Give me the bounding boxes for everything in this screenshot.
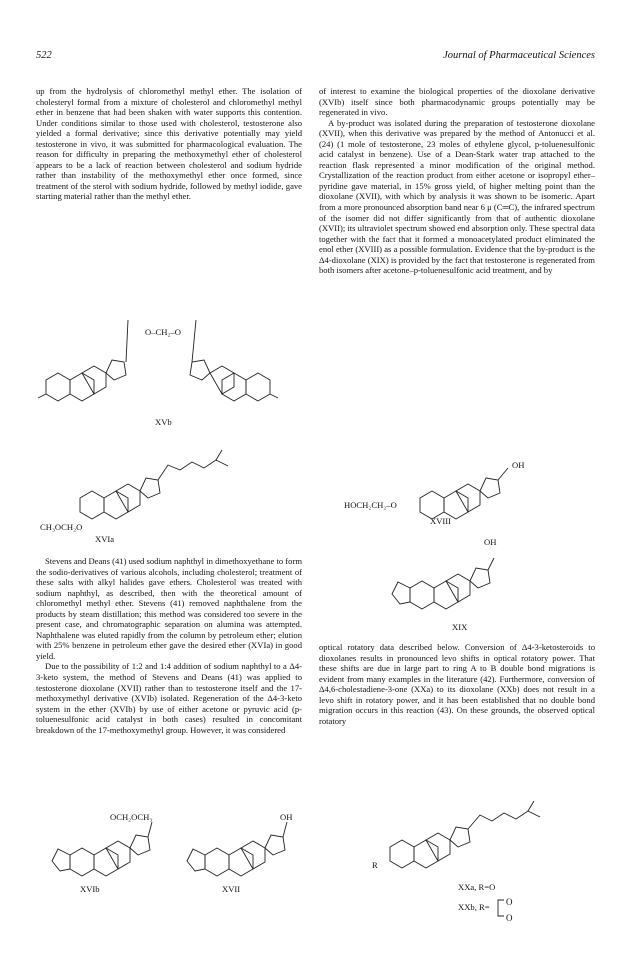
paragraph: Due to the possibility of 1:2 and 1:4 addition of sodium naphthyl to a Δ4-3-keto system, the method of Stevens and Deans (41) was applied to testosterone dioxolane (XVII) rather than to testosterone itself and the 17-methoxymethyl derivative (XVIb) isolated. Regeneration of the Δ4-3-keto system in the ether (XVIb) by use of either acetone or pyruvic acid (p-toluenesulfonic acid catalyst in both cases) resulted in concomitant breakdown of the 17-methoxymethyl group. However, it was considered <box>36 661 302 735</box>
structure-label: XVb <box>155 417 172 427</box>
structure-label: XVIa <box>95 534 115 544</box>
structure-xvii <box>175 800 335 900</box>
left-column-top <box>36 86 302 202</box>
left-column-bottom <box>36 556 302 735</box>
paragraph: up from the hydrolysis of chloromethyl methyl ether. The isolation of cholesteryl formal from a mixture of cholesterol and chloromethyl methyl ether in benzene that had been shaken with water supports this contention. Under conditions similar to those used with cholesterol, testosterone also yielded a formal derivative; since this derivative potentially may yield testosterone in vivo, it was submitted for pharmacological evaluation. The reason for difficulty in preparing the methoxymethyl ether of cholesterol appears to be a lack of reaction between cholesterol and sodium hydride rather than instability of the methoxymethyl ether once formed, since treatment of the sterol with sodium hydride, followed by methyl iodide, gave starting material rather than the methyl ether. <box>36 86 302 202</box>
structure-xx <box>370 795 610 880</box>
svg-text:O: O <box>506 913 513 923</box>
dioxolane-bracket <box>494 896 524 926</box>
structure-label: XVIII <box>430 516 451 526</box>
structure-r: R <box>372 860 378 870</box>
journal-title: Journal of Pharmaceutical Sciences <box>443 50 595 61</box>
structure-label: XVIb <box>80 884 100 894</box>
structure-xvia <box>60 440 300 530</box>
structure-oh: OH <box>512 460 525 470</box>
page-number: 522 <box>36 50 52 61</box>
paragraph: Stevens and Deans (41) used sodium naphthyl in dimethoxyethane to form the sodio-derivatives of various alcohols, including cholesterol; treatment of these salts with alkyl halides gave ethers. Cholesterol was treated with sodium naphthyl, as described, then with the theoretical amount of chloromethyl methyl ether. Stevens (41) removed naphthalene from the products by steam distillation; this method was considered too severe in the present case, and chromatographic separation on alumina was attempted. Naphthalene was eluted rapidly from the column by petroleum ether; elution with 25% benzene in petroleum ether gave the desired ether (XVIa) in good yield. <box>36 556 302 661</box>
structure-label: XXa, R=O <box>458 882 496 892</box>
structure-xvb <box>36 300 316 410</box>
structure-bridge: O–CH₂–O <box>145 327 181 337</box>
structure-label: XXb, R= <box>458 902 490 912</box>
structure-oh: OH <box>280 812 293 822</box>
structure-oh: OH <box>484 537 497 547</box>
structure-xviii <box>400 440 580 530</box>
structure-label: XIX <box>452 622 468 632</box>
structure-substituent: HOCH₂CH₂–O <box>344 500 397 510</box>
svg-text:O: O <box>506 897 513 907</box>
structure-substituent: CH₃OCH₂O <box>40 522 83 532</box>
structure-label: XVII <box>222 884 241 894</box>
right-column-bottom <box>319 642 595 726</box>
structure-xix <box>380 520 580 630</box>
paragraph: of interest to examine the biological properties of the dioxolane derivative (XVIb) itself since both pharmacodynamic groups potentially may be regenerated in vivo. <box>319 86 595 118</box>
structure-substituent: OCH₂OCH₃ <box>110 812 153 822</box>
right-column-top <box>319 86 595 276</box>
paragraph: A by-product was isolated during the preparation of testosterone dioxolane (XVII), when this derivative was prepared by the method of Antonucci et al. (24) (1 mole of testosterone, 23 moles of ethylene glycol, p-toluenesulfonic acid catalyst in benzene). Use of a Dean-Stark water trap attached to the reaction flask represented a minor modification of the original method. Crystallization of the reaction product from either acetone or isopropyl ether–pyridine gave material, in 15% gross yield, of higher melting point than the dioxolane (XVII), with which by analysis it was shown to be isomeric. Apart from a more pronounced absorption band near 6 μ (C═C), the infrared spectrum of the isomer did not differ significantly from that of authentic dioxolane (XVII); its ultraviolet spectrum showed end absorption only. These spectral data together with the fact that it formed a monoacetylated product eliminated the enol ether (XVIII) as a possible formulation. Evidence that the by-product is the Δ4-dioxolane (XIX) is provided by the fact that testosterone is regenerated from both isomers after acetone–p-toluenesulfonic acid treatment, and by <box>319 117 595 276</box>
paragraph: optical rotatory data described below. Conversion of Δ4-3-ketosteroids to dioxolanes results in pronounced levo shifts in optical rotatory power. That these shifts are due in large part to ring A to B double bond migrations is evident from many examples in the literature (42). Furthermore, conversion of Δ4,6-cholestadiene-3-one (XXa) to its dioxolane (XXb) does not result in a levo shift in rotatory power, and it has been established that no double bond migration occurs in this reaction (43). On these grounds, the observed optical rotatory <box>319 642 595 726</box>
